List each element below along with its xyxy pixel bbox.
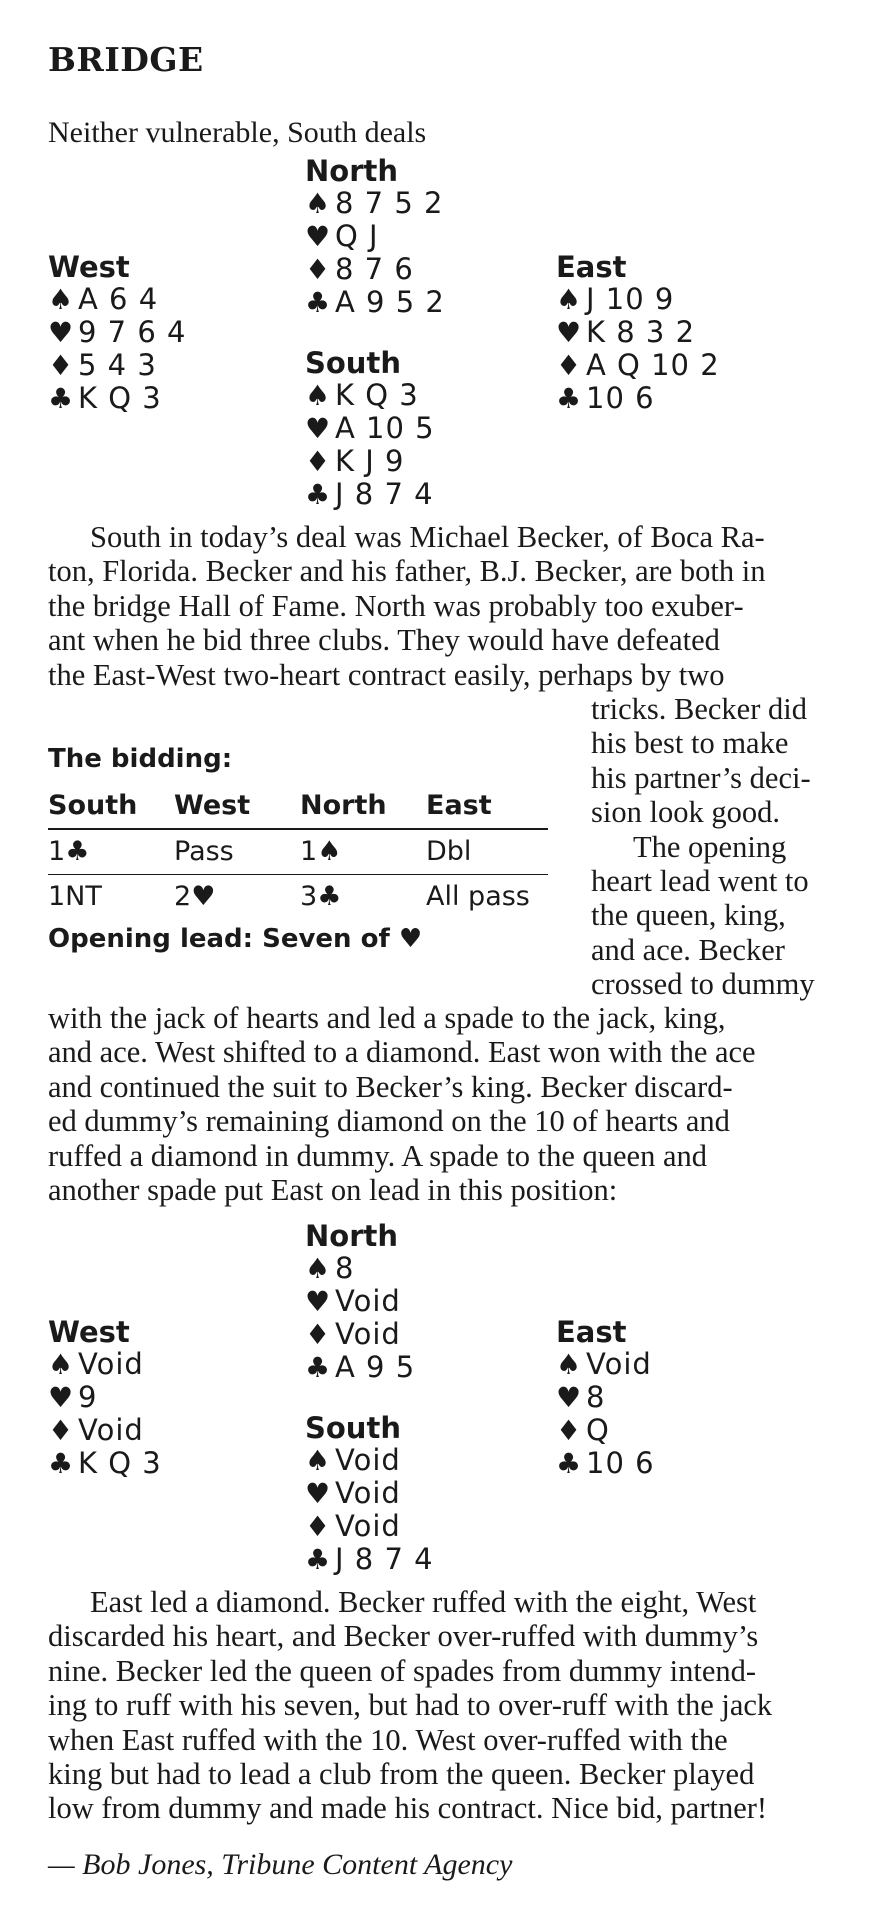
- club-cards: K Q 3: [78, 381, 162, 415]
- bidding-header: North: [300, 790, 387, 821]
- heart-icon: ♥: [48, 1381, 75, 1414]
- spade-icon: ♠: [305, 187, 332, 220]
- heart-icon: ♥: [305, 1477, 332, 1510]
- text-line: and continued the suit to Becker’s king. Becker discard-: [48, 1069, 733, 1104]
- text-line: East led a diamond. Becker ruffed with the eight, West: [90, 1585, 757, 1619]
- spade-icon: ♠: [305, 1252, 332, 1285]
- text-line: the bridge Hall of Fame. North was probably too exuber-: [48, 588, 744, 623]
- diamond-cards: K J 9: [335, 444, 405, 478]
- club-cards: J 8 7 4: [335, 1542, 434, 1576]
- bidding-header: West: [174, 790, 251, 821]
- heart-icon: ♥: [556, 1381, 583, 1414]
- spade-cards: Void: [335, 1443, 401, 1477]
- bid-cell: 2♥: [174, 881, 216, 912]
- heart-cards: A 10 5: [335, 411, 435, 445]
- club-icon: ♣: [305, 1351, 332, 1384]
- spade-cards: 8 7 5 2: [335, 186, 444, 220]
- hand-label: North: [305, 154, 399, 188]
- diamond-icon: ♦: [556, 1414, 583, 1447]
- diamond-icon: ♦: [48, 1414, 75, 1447]
- bidding-row: [48, 875, 548, 919]
- heart-icon: ♥: [556, 316, 583, 349]
- club-icon: ♣: [48, 382, 75, 415]
- text-line: heart lead went to: [591, 864, 809, 899]
- diamond-icon: ♦: [305, 1510, 332, 1543]
- heart-cards: 9: [78, 1380, 98, 1414]
- hand-south: [305, 347, 435, 511]
- text-line: with the jack of hearts and led a spade to the jack, king,: [48, 1001, 726, 1035]
- hand-west: [48, 251, 186, 415]
- heart-icon: ♥: [305, 220, 332, 253]
- club-icon: ♣: [317, 881, 342, 912]
- opening-lead: Opening lead: Seven of ♥: [48, 924, 423, 954]
- club-cards: 10 6: [586, 1446, 655, 1480]
- bidding-row: [48, 830, 548, 875]
- spade-cards: K Q 3: [335, 378, 419, 412]
- club-icon: ♣: [305, 478, 332, 511]
- bid-cell: Pass: [174, 836, 234, 867]
- club-icon: ♣: [305, 1543, 332, 1576]
- spade-cards: Void: [586, 1347, 652, 1381]
- heart-icon: ♥: [48, 316, 75, 349]
- diamond-cards: Q: [586, 1413, 610, 1447]
- club-icon: ♣: [48, 1447, 75, 1480]
- article-paragraph-3: [48, 1585, 772, 1826]
- diamond-icon: ♦: [305, 1318, 332, 1351]
- hand-label: East: [556, 1315, 627, 1349]
- text-line: ruffed a diamond in dummy. A spade to the queen and: [48, 1138, 707, 1173]
- column-title: BRIDGE: [48, 40, 204, 79]
- hand-label: South: [305, 346, 401, 380]
- diamond-icon: ♦: [48, 349, 75, 382]
- club-icon: ♣: [556, 382, 583, 415]
- hand-east: [556, 1316, 655, 1480]
- text-line: ton, Florida. Becker and his father, B.J. Becker, are both in: [48, 554, 766, 589]
- text-line: ing to ruff with his seven, but had to over-ruff with the jack: [48, 1688, 773, 1723]
- hand-label: West: [48, 250, 130, 284]
- deal-conditions: Neither vulnerable, South deals: [48, 116, 427, 149]
- spade-cards: Void: [78, 1347, 144, 1381]
- article-paragraph-2: [48, 1001, 756, 1207]
- hand-north: [305, 155, 445, 319]
- heart-icon: ♥: [191, 881, 216, 912]
- diamond-cards: Void: [78, 1413, 144, 1447]
- club-cards: K Q 3: [78, 1446, 162, 1480]
- text-line: ed dummy’s remaining diamond on the 10 of hearts and: [48, 1104, 730, 1139]
- text-line: nine. Becker led the queen of spades from dummy intend-: [48, 1653, 757, 1688]
- bid-cell: 1♠: [300, 836, 342, 867]
- heart-cards: Void: [335, 1476, 401, 1510]
- diamond-cards: 5 4 3: [78, 348, 157, 382]
- text-line: and ace. West shifted to a diamond. East won with the ace: [48, 1035, 756, 1070]
- hand-label: West: [48, 1315, 130, 1349]
- heart-cards: K 8 3 2: [586, 315, 696, 349]
- text-line: the queen, king,: [591, 898, 786, 933]
- bidding-title: The bidding:: [48, 744, 233, 774]
- heart-icon: ♥: [398, 924, 423, 954]
- spade-icon: ♠: [556, 1348, 583, 1381]
- bidding-table: [48, 784, 548, 919]
- club-cards: J 8 7 4: [335, 477, 434, 511]
- club-cards: A 9 5: [335, 1350, 416, 1384]
- text-line: the East-West two-heart contract easily, perhaps by two: [48, 657, 725, 692]
- bid-cell: 3♣: [300, 881, 342, 912]
- text-line: sion look good.: [591, 795, 780, 830]
- hand-north: [305, 1220, 415, 1384]
- text-line: South in today’s deal was Michael Becker, of Boca Ra-: [90, 520, 765, 554]
- text-line: his best to make: [591, 726, 789, 761]
- heart-cards: 8: [586, 1380, 606, 1414]
- diamond-icon: ♦: [556, 349, 583, 382]
- diamond-cards: 8 7 6: [335, 252, 414, 286]
- spade-icon: ♠: [305, 1444, 332, 1477]
- hand-east: [556, 251, 720, 415]
- diamond-cards: A Q 10 2: [586, 348, 720, 382]
- text-line: tricks. Becker did: [591, 692, 807, 726]
- text-line: crossed to dummy: [591, 967, 815, 1002]
- spade-icon: ♠: [305, 379, 332, 412]
- text-line: another spade put East on lead in this position:: [48, 1173, 618, 1208]
- heart-icon: ♥: [305, 412, 332, 445]
- heart-cards: 9 7 6 4: [78, 315, 187, 349]
- text-line: discarded his heart, and Becker over-ruffed with dummy’s: [48, 1619, 759, 1654]
- spade-icon: ♠: [317, 836, 342, 867]
- club-cards: 10 6: [586, 381, 655, 415]
- club-icon: ♣: [65, 836, 90, 867]
- heart-cards: Void: [335, 1284, 401, 1318]
- bid-cell: 1NT: [48, 881, 102, 912]
- article-paragraph-1: [48, 520, 766, 692]
- hand-south: [305, 1412, 434, 1576]
- text-line: his partner’s deci-: [591, 760, 811, 795]
- hand-label: North: [305, 1219, 399, 1253]
- diamond-icon: ♦: [305, 253, 332, 286]
- heart-cards: Q J: [335, 219, 379, 253]
- text-line: low from dummy and made his contract. Nice bid, partner!: [48, 1791, 768, 1826]
- article-paragraph-side: [591, 692, 815, 1002]
- bid-cell: 1♣: [48, 836, 90, 867]
- hand-label: East: [556, 250, 627, 284]
- spade-icon: ♠: [48, 283, 75, 316]
- diamond-icon: ♦: [305, 445, 332, 478]
- bid-cell: All pass: [426, 881, 530, 912]
- text-line: The opening: [633, 829, 787, 864]
- club-cards: A 9 5 2: [335, 285, 445, 319]
- hand-label: South: [305, 1411, 401, 1445]
- spade-icon: ♠: [556, 283, 583, 316]
- heart-icon: ♥: [305, 1285, 332, 1318]
- spade-cards: J 10 9: [586, 282, 675, 316]
- text-line: when East ruffed with the 10. West over-ruffed with the: [48, 1722, 728, 1757]
- bid-cell: Dbl: [426, 836, 472, 867]
- bidding-header: South: [48, 790, 138, 821]
- spade-cards: A 6 4: [78, 282, 159, 316]
- diamond-cards: Void: [335, 1509, 401, 1543]
- byline: — Bob Jones, Tribune Content Agency: [48, 1848, 513, 1881]
- spade-cards: 8: [335, 1251, 355, 1285]
- bidding-header: East: [426, 790, 492, 821]
- text-line: ant when he bid three clubs. They would have defeated: [48, 623, 720, 658]
- bidding-header-row: [48, 784, 548, 830]
- text-line: king but had to lead a club from the queen. Becker played: [48, 1757, 755, 1792]
- spade-icon: ♠: [48, 1348, 75, 1381]
- club-icon: ♣: [556, 1447, 583, 1480]
- club-icon: ♣: [305, 286, 332, 319]
- text-line: and ace. Becker: [591, 932, 785, 967]
- diamond-cards: Void: [335, 1317, 401, 1351]
- hand-west: [48, 1316, 162, 1480]
